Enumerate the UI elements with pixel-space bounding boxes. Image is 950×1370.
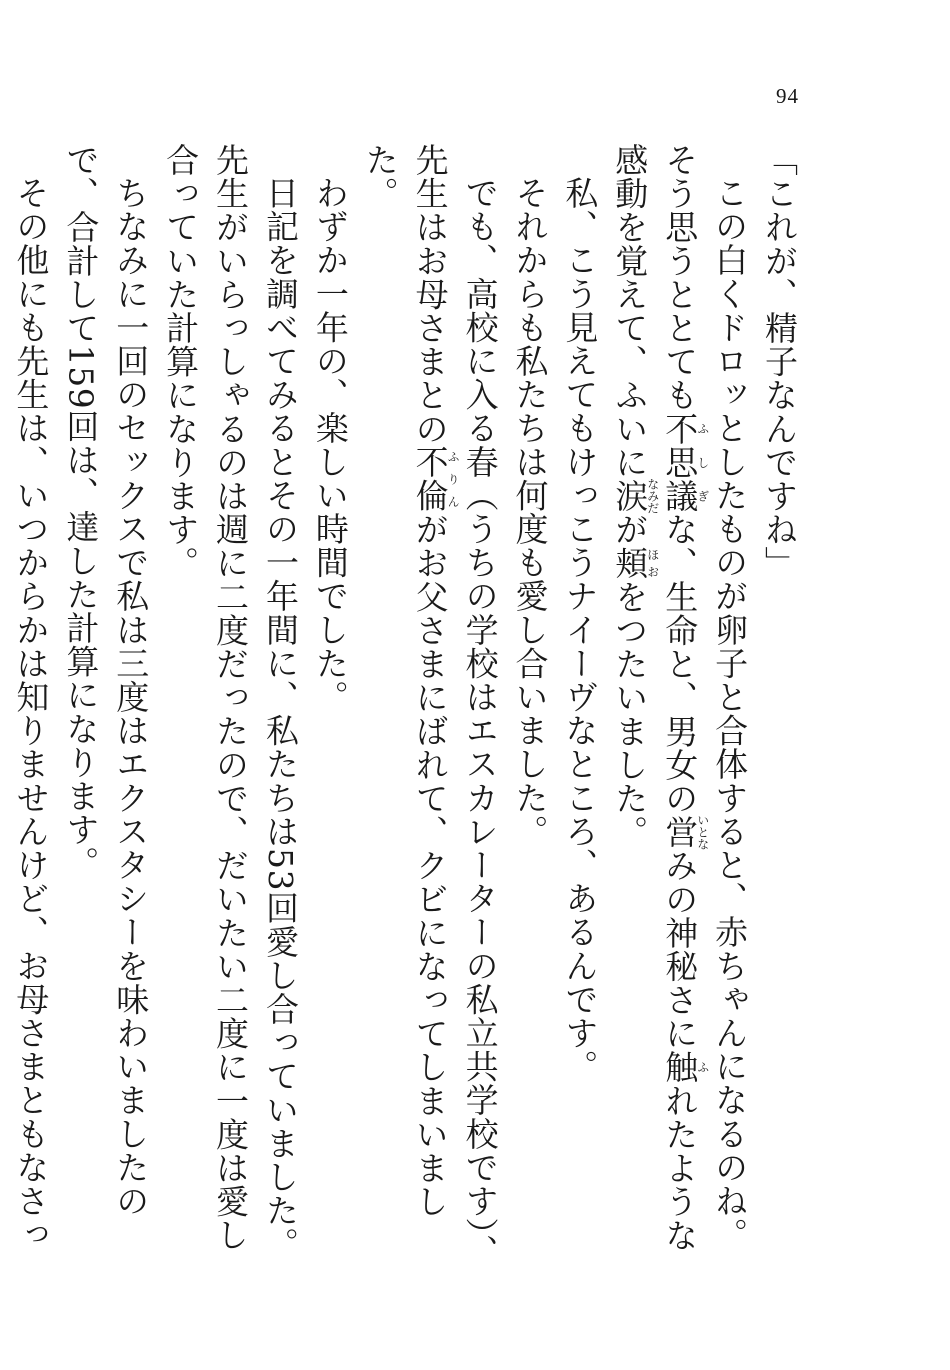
paragraph: その他にも先生は、いつからかは知りませんけど、お母さまともなさっ	[11, 176, 51, 1252]
paragraph: 「これが、精子なんですね」	[760, 143, 799, 580]
text-run: が	[610, 512, 650, 547]
ruby-base: 触	[660, 1050, 700, 1084]
paragraph: ちなみに一回のセックスで私は三度はエクスタシーを味わいましたので、合計して159回は、達した計算になります。	[61, 143, 151, 1218]
furigana-word	[660, 813, 710, 850]
text-run: がお父さまにばれて、クビになってしまいました。	[360, 143, 450, 1219]
ruby-base: 不思議	[660, 411, 700, 513]
text-run: をつたいました。	[610, 579, 650, 849]
furigana-word	[660, 1050, 710, 1084]
ruby-reading: いとな	[695, 813, 710, 850]
ruby-base: 不倫	[410, 445, 450, 513]
ruby-reading: ほお	[645, 546, 660, 580]
paragraph: 日記を調べてみるとその一年間に、私たちは53回愛し合っていました。先生がいらっしゃるのは週に二度だったので、だいたい二度に一度は愛し合っていた計算になります。	[161, 143, 300, 1261]
furigana-word	[610, 546, 660, 580]
furigana-word	[610, 477, 660, 514]
text-run: な、生命と、男女の	[660, 512, 700, 816]
body-text	[11, 143, 804, 1273]
ruby-base: 営	[660, 813, 700, 850]
ruby-reading: なみだ	[645, 477, 660, 514]
paragraph	[355, 143, 505, 1273]
paragraph: それからも私たちは何度も愛し合いました。	[510, 176, 550, 848]
paragraph: わずか一年の、楽しい時間でした。	[310, 176, 350, 714]
text-run: れたような感動を覚えて、ふいに	[610, 143, 700, 1252]
ruby-base: 涙	[610, 477, 650, 514]
text-run: でも、高校に入る春（うちの学校はエスカレーターの私立共学校です）、先生はお母さまとの	[410, 143, 500, 1269]
ruby-reading: ふしぎ	[695, 411, 710, 513]
furigana-word	[410, 445, 461, 513]
text-run: みの神秘さに	[660, 848, 700, 1051]
ruby-base: 頬	[610, 546, 650, 580]
text-run: この白くドロッとしたものが卵子と合体すると、赤ちゃんになるのね。そう思うととても	[660, 143, 750, 1252]
ruby-reading: ふ	[695, 1050, 710, 1084]
ruby-reading: ふりん	[446, 445, 461, 513]
paragraph	[604, 143, 754, 1273]
page-number: 94	[776, 84, 799, 108]
furigana-word	[660, 411, 710, 513]
paragraph: 私、こう見えてもけっこうナイーヴなところ、あるんです。	[560, 176, 600, 1084]
